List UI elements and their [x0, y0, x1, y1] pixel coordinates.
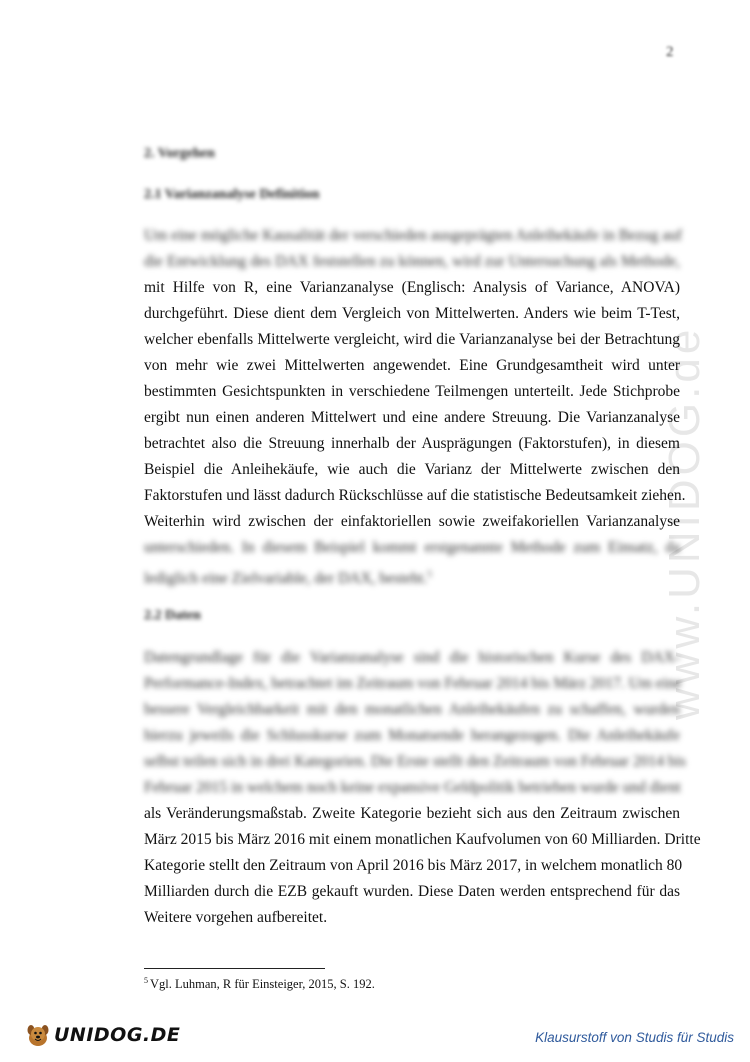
heading-daten: 2.2 Daten [144, 608, 201, 623]
footnote-divider [144, 968, 325, 969]
paragraph-line: Datengrundlage für die Varianzanalyse sind die historischen Kurse des DAX- [144, 649, 680, 666]
logo-text: UNIDOG.DE [54, 1024, 181, 1046]
paragraph-line: als Veränderungsmaßstab. Zweite Kategorie bezieht sich aus den Zeitraum zwischen [144, 805, 680, 822]
paragraph-line: ergibt nun einen anderen Mittelwert und eine andere Streuung. Die Varianzanalyse [144, 409, 680, 426]
paragraph-line: mit Hilfe von R, eine Varianzanalyse (Englisch: Analysis of Variance, ANOVA) [144, 279, 680, 296]
heading-vorgehen: 2. Vorgehen [144, 146, 215, 161]
paragraph-line-last [144, 564, 432, 589]
paragraph-line: selbst teilen sich in drei Kategorien. Die Erste stellt den Zeitraum von Februar 2014 bis [144, 753, 686, 770]
paragraph-line: Faktorstufen und lässt dadurch Rückschlüsse auf die statistische Bedeutsamkeit ziehen. [144, 487, 686, 504]
paragraph-line-text: lediglich eine Zielvariable, der DAX, besteht. [144, 570, 428, 588]
paragraph-line: bessere Vergleichbarkeit mit den monatlichen Anleihekäufen zu schaffen, wurden [144, 701, 680, 718]
heading-varianzanalyse: 2.1 Varianzanalyse Definition [144, 187, 320, 202]
unidog-logo [24, 1020, 180, 1050]
paragraph-line: durchgeführt. Diese dient dem Vergleich von Mittelwerten. Anders wie beim T-Test, [144, 305, 680, 322]
footnote-reference: 5 [427, 569, 432, 579]
paragraph-line: März 2015 bis März 2016 mit einem monatlichen Kaufvolumen von 60 Milliarden. Dritte [144, 831, 701, 848]
paragraph-line: Performance-Index, betrachtet im Zeitraum von Februar 2014 bis März 2017. Um eine [144, 675, 682, 692]
paragraph-line: von mehr wie zwei Mittelwerten angewendet. Eine Grundgesamtheit wird unter [144, 357, 680, 374]
footnote-text: Vgl. Luhman, R für Einsteiger, 2015, S. 192. [150, 977, 375, 992]
paragraph-line: Weitere vorgehen aufbereitet. [144, 909, 328, 926]
paragraph-line: die Entwicklung des DAX feststellen zu können, wird zur Untersuchung als Methode, [144, 253, 680, 270]
paragraph-line: welcher ebenfalls Mittelwerte vergleicht, wird die Varianzanalyse bei der Betrachtung [144, 331, 680, 348]
paragraph-line: unterschieden. In diesem Beispiel kommt erstgenannte Methode zum Einsatz, da [144, 539, 680, 556]
footnote [144, 976, 375, 992]
paragraph-line: Milliarden durch die EZB gekauft wurden. Diese Daten werden entsprechend für das [144, 883, 680, 900]
paragraph-line: Weiterhin wird zwischen der einfaktoriellen sowie zweifakoriellen Varianzanalyse [144, 513, 680, 530]
page-number: 2 [666, 44, 674, 60]
dog-mascot-icon [24, 1021, 52, 1049]
footnote-mark: 5 [144, 976, 148, 985]
paragraph-line: Februar 2015 in welchem noch keine expansive Geldpolitik betrieben wurde und dient [144, 779, 681, 796]
paragraph-line: betrachtet also die Streuung innerhalb der Ausprägungen (Faktorstufen), in diesem [144, 435, 680, 452]
watermark: www.UNIDOG.de [660, 325, 709, 720]
paragraph-line: Um eine mögliche Kausalität der verschieden ausgeprägten Anleihekäufe in Bezug auf [144, 227, 682, 244]
paragraph-line: hierzu jeweils die Schlusskurse zum Monatsende herangezogen. Die Anleihekäufe [144, 727, 680, 744]
tagline: Klausurstoff von Studis für Studis [535, 1030, 734, 1045]
paragraph-line: Beispiel die Anleihekäufe, wie auch die Varianz der Mittelwerte zwischen den [144, 461, 680, 478]
paragraph-line: bestimmten Gesichtspunkten in verschiedene Teilmengen unterteilt. Jede Stichprobe [144, 383, 680, 400]
paragraph-line: Kategorie stellt den Zeitraum von April 2016 bis März 2017, in welchem monatlich 80 [144, 857, 683, 874]
